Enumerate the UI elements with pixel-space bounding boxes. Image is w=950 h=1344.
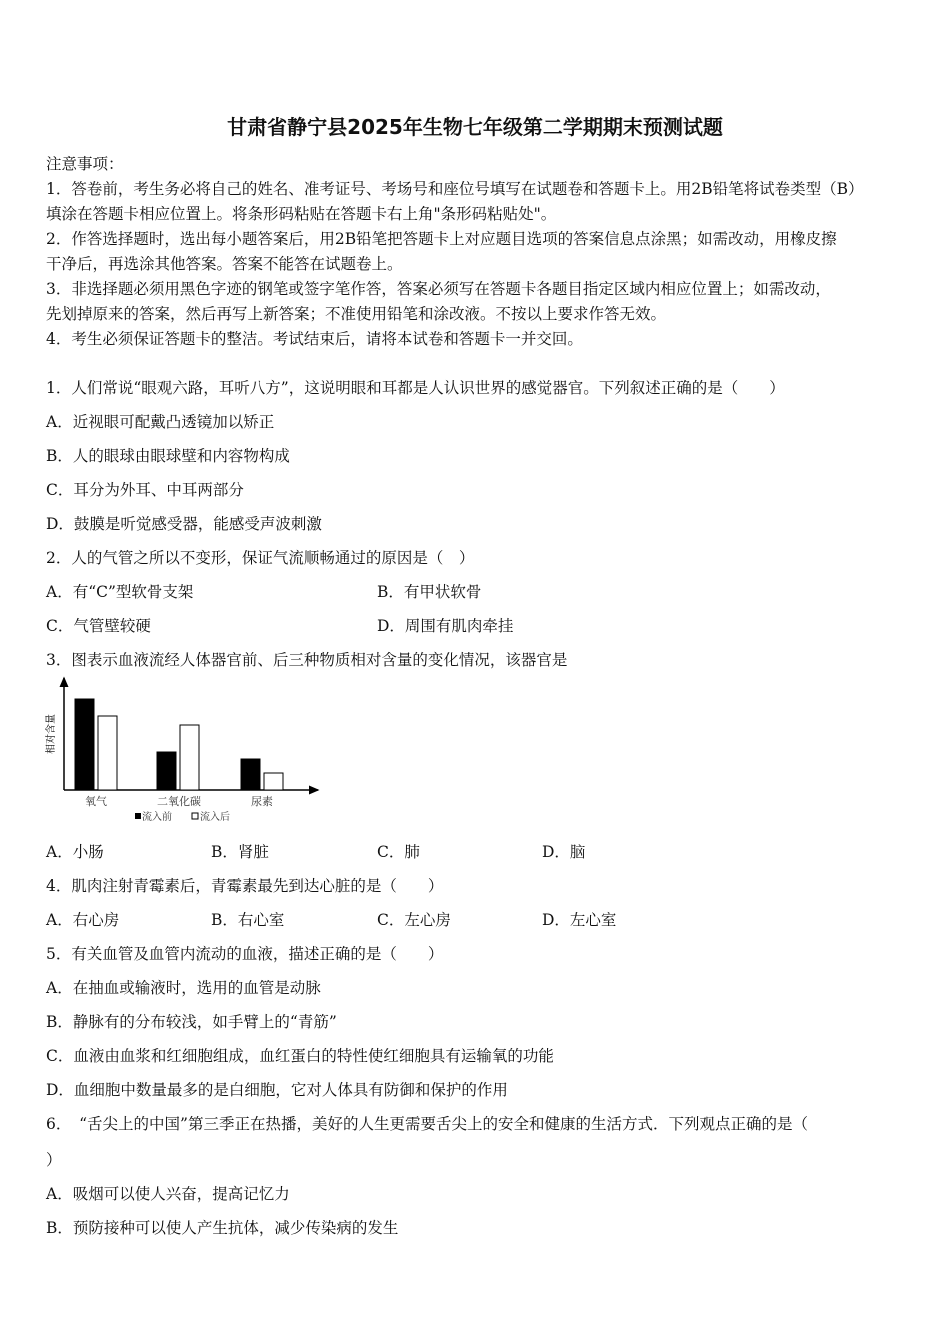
legend-swatch-after — [192, 813, 198, 819]
notes-line: 4．考生必须保证答题卡的整洁。考试结束后，请将本试卷和答题卡一并交回。 — [46, 330, 583, 348]
notes-line: 填涂在答题卡相应位置上。将条形码粘贴在答题卡右上角"条形码粘贴处"。 — [46, 205, 557, 223]
option: A．近视眼可配戴凸透镜加以矫正 — [46, 413, 275, 431]
bar-after — [98, 716, 117, 790]
question-stem: 4．肌肉注射青霉素后，青霉素最先到达心脏的是（ ） — [46, 877, 444, 895]
option: A．吸烟可以使人兴奋，提高记忆力 — [46, 1185, 290, 1203]
bar-before — [157, 752, 176, 790]
option: C．气管壁较硬 — [46, 617, 151, 635]
bar-chart — [40, 670, 340, 830]
notes-line: 先划掉原来的答案，然后再写上新答案；不准使用铅笔和涂改液。不按以上要求作答无效。 — [46, 305, 667, 323]
option: C．左心房 — [377, 911, 451, 929]
x-tick-label: 氧气 — [85, 795, 107, 808]
question-stem: 5．有关血管及血管内流动的血液，描述正确的是（ ） — [46, 945, 444, 963]
option: B．有甲状软骨 — [377, 583, 482, 601]
option: B．人的眼球由眼球壁和内容物构成 — [46, 447, 290, 465]
option: B．肾脏 — [211, 843, 269, 861]
bar-after — [180, 725, 199, 790]
option: A．在抽血或输液时，选用的血管是动脉 — [46, 979, 321, 997]
notes-line: 3．非选择题必须用黑色字迹的钢笔或签字笔作答，答案必须写在答题卡各题目指定区域内相应位置上；如需改动， — [46, 280, 831, 298]
x-tick-label: 尿素 — [251, 795, 273, 808]
option: D．脑 — [542, 843, 586, 861]
x-tick-label: 二氧化碳 — [157, 795, 201, 808]
notes-line: 1．答卷前，考生务必将自己的姓名、准考证号、考场号和座位号填写在试题卷和答题卡上。用2B铅笔将试卷类型（B） — [46, 180, 864, 198]
bar-after — [264, 773, 283, 790]
bar-before — [75, 699, 94, 790]
option: B．预防接种可以使人产生抗体，减少传染病的发生 — [46, 1219, 399, 1237]
question-stem: 1．人们常说“眼观六路，耳听八方”，这说明眼和耳都是人认识世界的感觉器官。下列叙述正确的是（ ） — [46, 379, 785, 397]
option: B．右心室 — [211, 911, 285, 929]
notes-line: 2．作答选择题时，选出每小题答案后，用2B铅笔把答题卡上对应题目选项的答案信息点涂黑；如需改动，用橡皮擦 — [46, 230, 837, 248]
notes-line: 干净后，再选涂其他答案。答案不能答在试题卷上。 — [46, 255, 403, 273]
question-stem: 6． “舌尖上的中国”第三季正在热播，美好的人生更需要舌尖上的安全和健康的生活方式．下列观点正确的是（ — [46, 1115, 808, 1133]
option: C．肺 — [377, 843, 420, 861]
option: D．左心室 — [542, 911, 617, 929]
legend-label: 流入前 — [142, 812, 172, 823]
y-axis-label: 相对含量 — [46, 714, 57, 754]
option: C．耳分为外耳、中耳两部分 — [46, 481, 244, 499]
option: D．周围有肌肉牵挂 — [377, 617, 514, 635]
legend-label: 流入后 — [200, 812, 230, 823]
bar-before — [241, 759, 260, 790]
page-title: 甘肃省静宁县2025年生物七年级第二学期期末预测试题 — [227, 115, 723, 139]
option: D．鼓膜是听觉感受器，能感受声波刺激 — [46, 515, 322, 533]
option: B．静脉有的分布较浅，如手臂上的“青筋” — [46, 1013, 337, 1031]
option: C．血液由血浆和红细胞组成，血红蛋白的特性使红细胞具有运输氧的功能 — [46, 1047, 554, 1065]
notes-heading: 注意事项： — [46, 155, 124, 173]
option: A．有“C”型软骨支架 — [46, 583, 194, 601]
question-stem: 3．图表示血液流经人体器官前、后三种物质相对含量的变化情况，该器官是 — [46, 651, 568, 669]
question-stem: 2．人的气管之所以不变形，保证气流顺畅通过的原因是（ ） — [46, 549, 475, 567]
option: A．右心房 — [46, 911, 120, 929]
option: D．血细胞中数量最多的是白细胞，它对人体具有防御和保护的作用 — [46, 1081, 508, 1099]
option: A．小肠 — [46, 843, 104, 861]
legend-swatch-before — [135, 813, 141, 819]
question-stem-continued: ） — [46, 1151, 62, 1169]
